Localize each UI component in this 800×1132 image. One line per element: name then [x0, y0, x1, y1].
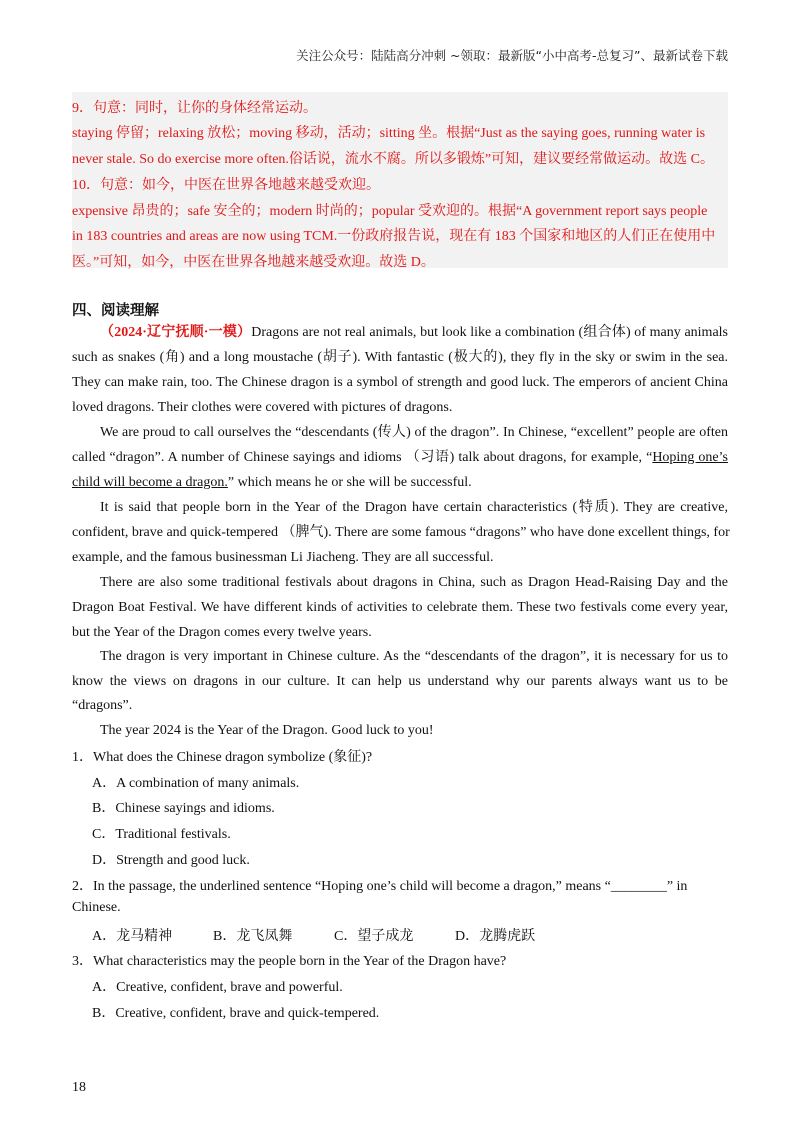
passage-line: The year 2024 is the Year of the Dragon. Good luck to you! — [100, 723, 434, 738]
passage-line: They can make rain, too. The Chinese dragon is a symbol of strength and good luck. The emperors of ancient China — [72, 375, 728, 390]
underlined-sentence: child will become a dragon. — [72, 475, 228, 490]
page-header: 关注公众号：陆陆高分冲刺 ~领取：最新版“小中高考-总复习”、最新试卷下载 — [296, 48, 728, 63]
passage-line: “dragons”. — [72, 698, 133, 713]
passage-line: It is said that people born in the Year of the Dragon have certain characteristics (特质). They are creative, — [100, 500, 728, 515]
question-3-option-b: B．Creative, confident, brave and quick-tempered. — [92, 1006, 380, 1021]
question-1-stem: 1．What does the Chinese dragon symbolize (象征)? — [72, 750, 373, 765]
answer-line: never stale. So do exercise more often.俗话说，流水不腐。所以多锻炼”可知，建议要经常做运动。故选 C。 — [72, 152, 714, 167]
passage-line: （2024·辽宁抚顺·一模）Dragons are not real animals, but look like a combination (组合体) of many animals — [100, 325, 728, 340]
passage-line: know the views on dragons in our culture. It can help us understand why our parents always want us to be — [72, 674, 728, 689]
section-title: 四、阅读理解 — [72, 303, 159, 319]
question-1-option-b: B．Chinese sayings and idioms. — [92, 801, 275, 816]
question-2-stem-continued: Chinese. — [72, 900, 121, 915]
passage-source: （2024·辽宁抚顺·一模） — [100, 325, 252, 340]
question-3-stem: 3．What characteristics may the people born in the Year of the Dragon have? — [72, 954, 507, 969]
passage-line: loved dragons. Their clothes were covered with pictures of dragons. — [72, 400, 453, 415]
question-3-option-a: A．Creative, confident, brave and powerful. — [92, 980, 343, 995]
underlined-sentence: Hoping one’s — [652, 450, 728, 465]
answer-line: expensive 昂贵的；safe 安全的；modern 时尚的；popular 受欢迎的。根据“A government report says people — [72, 204, 708, 219]
passage-line: confident, brave and quick-tempered （脾气). There are some famous “dragons” who have done excellent things, for — [72, 525, 730, 540]
question-1-option-d: D．Strength and good luck. — [92, 853, 250, 868]
question-2-option-b: B．龙飞凤舞 — [213, 929, 293, 944]
page-number: 18 — [72, 1080, 86, 1095]
question-2-option-a: A．龙马精神 — [92, 929, 173, 944]
question-1-option-a: A．A combination of many animals. — [92, 776, 300, 791]
answer-line: 10．句意：如今，中医在世界各地越来越受欢迎。 — [72, 178, 380, 193]
passage-line: There are also some traditional festivals about dragons in China, such as Dragon Head-Raising Day and the — [100, 575, 728, 590]
answer-line: 9．句意：同时，让你的身体经常运动。 — [72, 101, 317, 116]
passage-line: The dragon is very important in Chinese culture. As the “descendants of the dragon”, it is necessary for us to — [100, 649, 728, 664]
passage-line: child will become a dragon.” which means he or she will be successful. — [72, 475, 472, 490]
passage-line: Dragon Boat Festival. We have different kinds of activities to celebrate them. These two festivals come every year, — [72, 600, 728, 615]
answer-line: 医。”可知，如今，中医在世界各地越来越受欢迎。故选 D。 — [72, 255, 435, 270]
passage-line: but the Year of the Dragon comes every twelve years. — [72, 625, 372, 640]
passage-line: example, and the famous businessman Li Jiacheng. They are all successful. — [72, 550, 494, 565]
passage-line: such as snakes (角) and a long moustache (胡子). With fantastic (极大的), they fly in the sky or swim in the sea. — [72, 350, 728, 365]
passage-line: called “dragon”. A number of Chinese sayings and idioms （习语) talk about dragons, for example, “Hoping one’s — [72, 450, 728, 465]
answer-line: in 183 countries and areas are now using TCM.一份政府报告说，现在有 183 个国家和地区的人们正在使用中 — [72, 229, 716, 244]
answer-line: staying 停留；relaxing 放松；moving 移动，活动；sitting 坐。根据“Just as the saying goes, running water is — [72, 126, 706, 141]
question-2-option-c: C．望子成龙 — [334, 929, 414, 944]
question-2-stem: 2．In the passage, the underlined sentence “Hoping one’s child will become a dragon,” means “________” in — [72, 879, 688, 894]
question-1-option-c: C．Traditional festivals. — [92, 827, 231, 842]
question-2-options — [92, 925, 576, 945]
question-2-option-d: D．龙腾虎跃 — [455, 929, 536, 944]
passage-line: We are proud to call ourselves the “descendants (传人) of the dragon”. In Chinese, “excellent” people are often — [100, 425, 728, 440]
